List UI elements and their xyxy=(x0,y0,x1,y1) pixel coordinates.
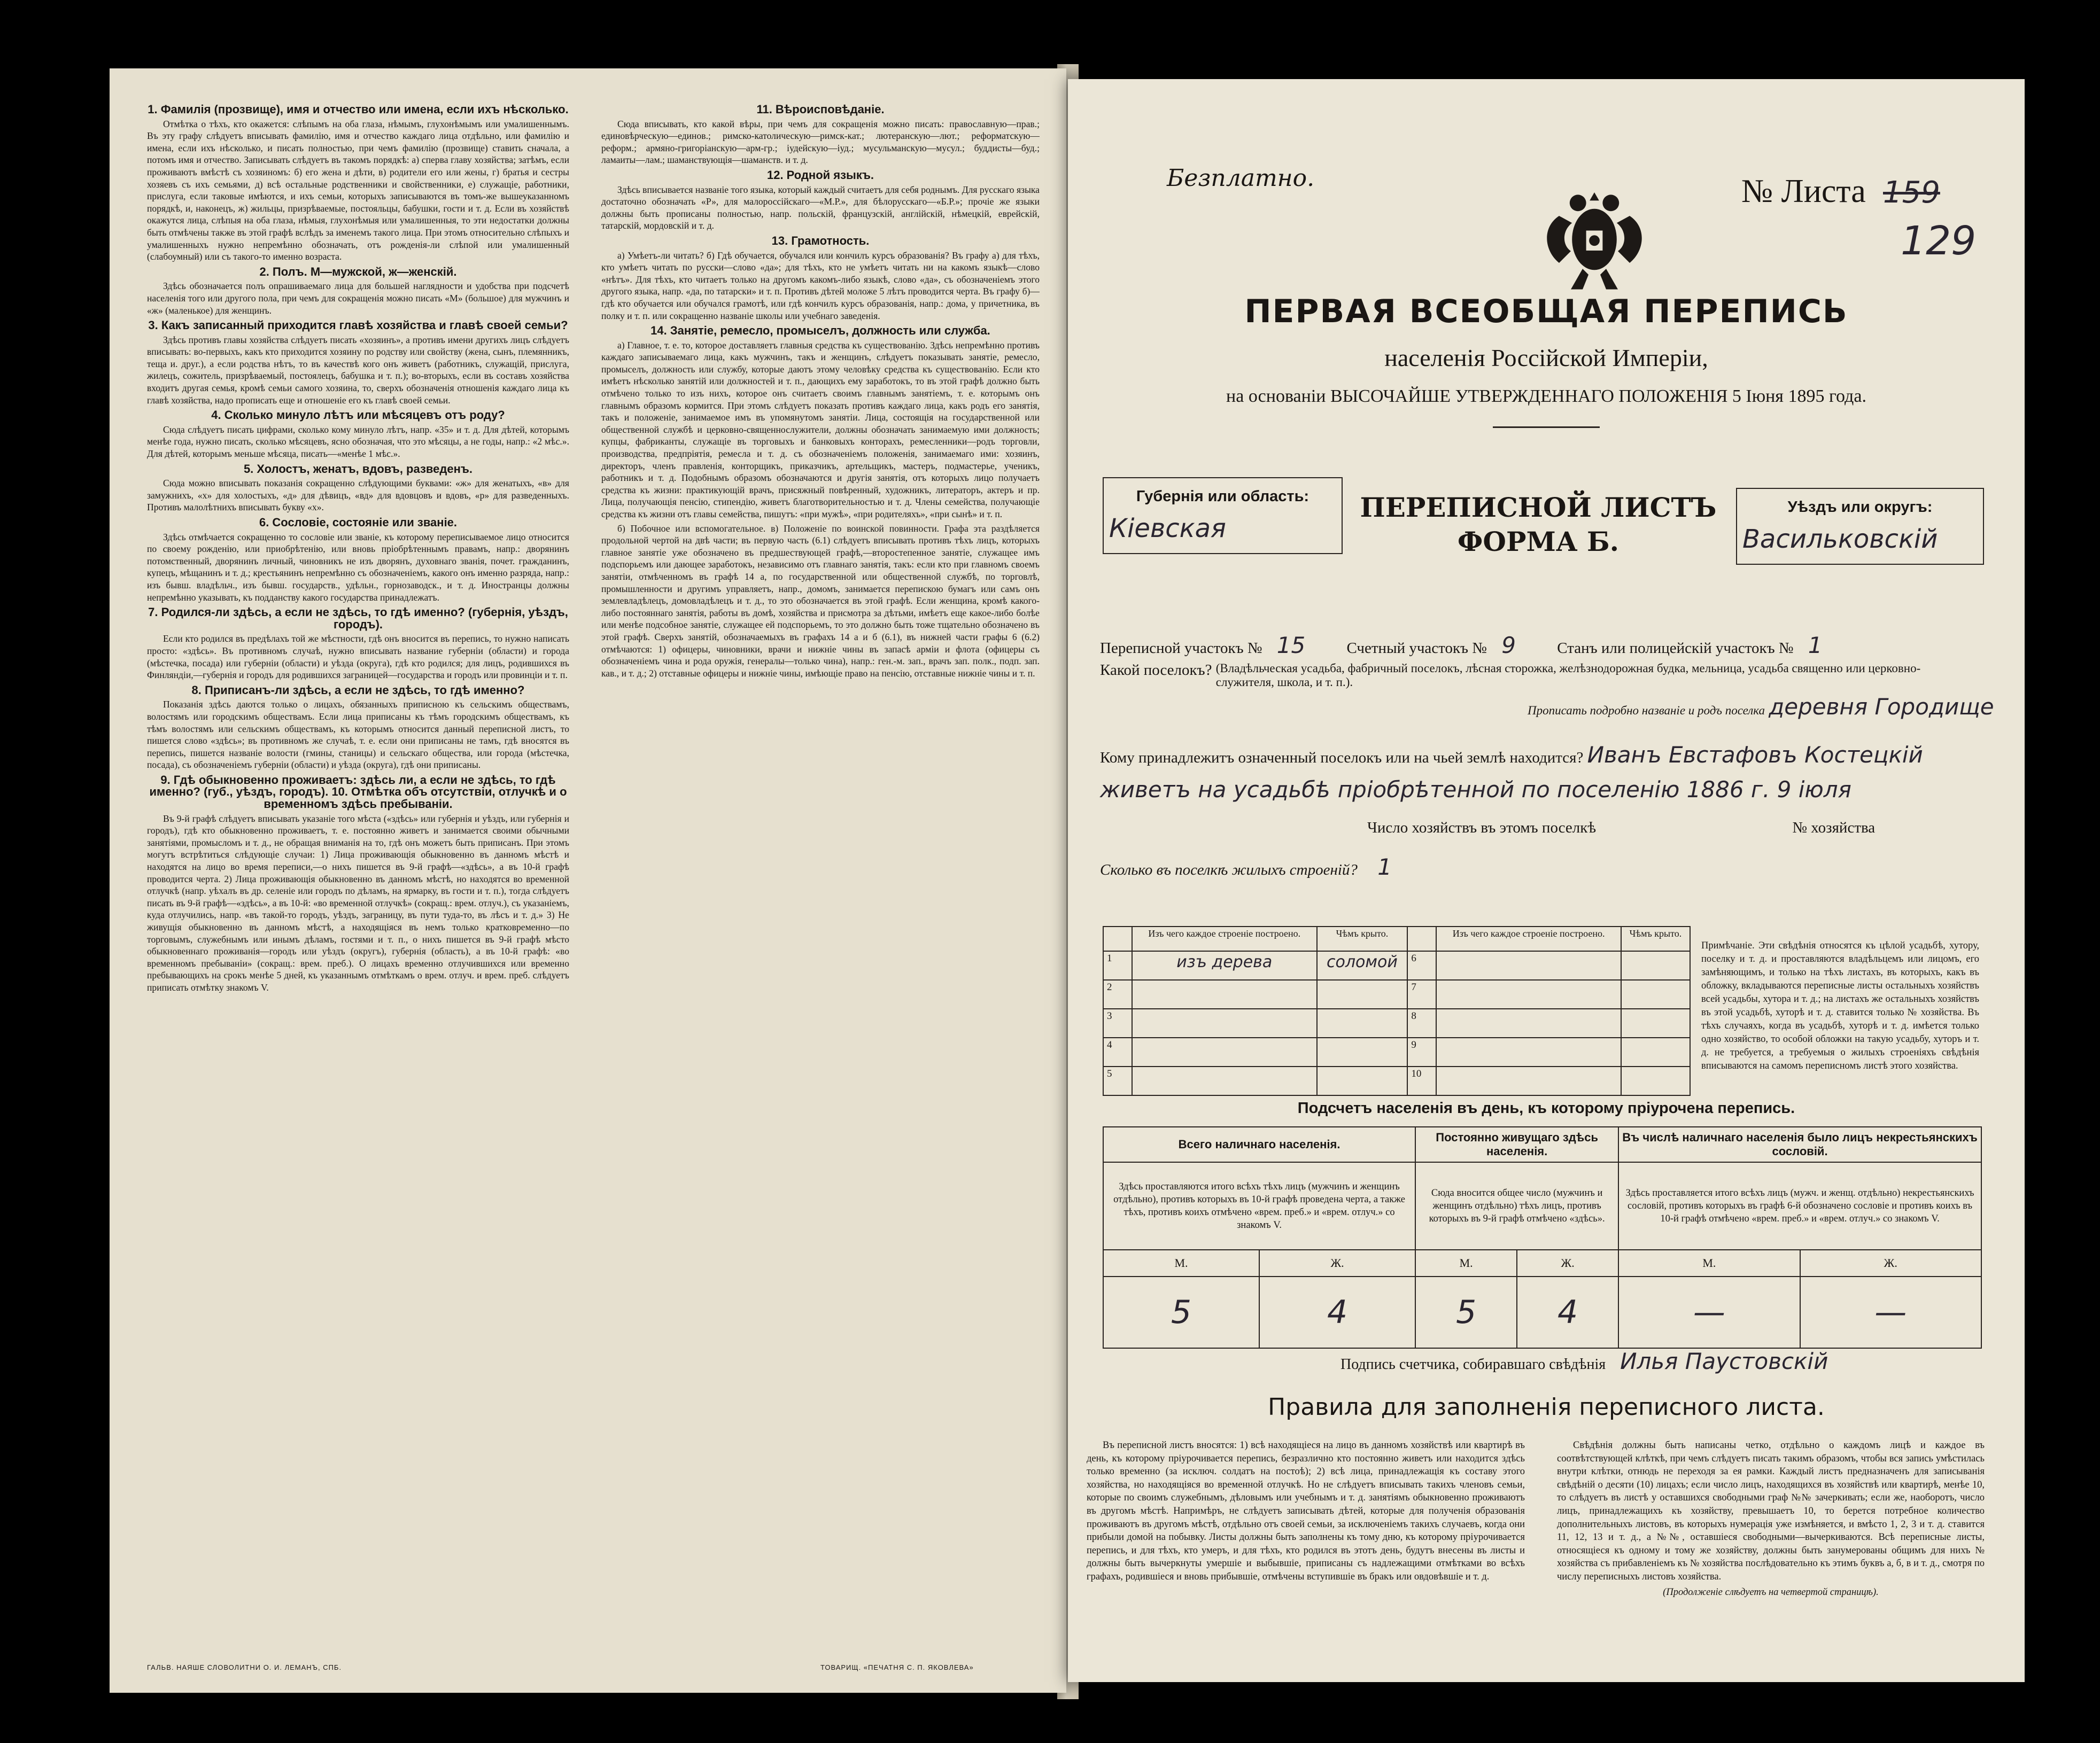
instruction-text: Въ 9-й графѣ слѣдуетъ вписывать указаніе того мѣста («здѣсь» или губернія и уѣздъ, или губернія и городъ), гдѣ кто обыкновенно проживаетъ, т. е. постоянно живетъ и занимается своими обычными занятіями, промысломъ и т. д., не обращая вниманія на то, гдѣ онъ можетъ быть приписанъ. При этомъ могутъ встрѣтиться слѣдующіе случаи: 1) Лица проживающія обыкновенно въ данномъ мѣстѣ и находятся на лицо во время переписи,—о нихъ пишется въ 9-й графѣ—«здѣсь», а въ 10-й графѣ проводится черта. 2) Лица проживающія обыкновенно въ данномъ мѣстѣ, но находятся во временной отлучкѣ (напр. уѣхалъ въ др. селеніе или городъ по дѣламъ, на ярмарку, въ гости и т. п.), тогда слѣдуетъ писать въ 9-й графѣ—«здѣсь», а въ 10-й: «во временной отлучкѣ» (сокращ.: врем. отлуч.), съ указаніемъ, куда отлучились, напр. «въ такой-то городъ, уѣздъ, заграницу, въ пути туда-то, въ лѣсъ и т. д.» 3) Не живущія обыкновенно въ данномъ мѣстѣ, а находящіяся въ немъ только кратковременно—по торговымъ, служебнымъ или инымъ дѣламъ, гостями и т. п., о нихъ пишется въ 9-й графѣ мѣсто обыкновеннаго проживанія—городъ или уѣздъ (округъ), губернія (область), а въ 10-й графѣ: «во временномъ пребываніи» (сокращ.: врем. преб.). О лицахъ временно отлучившихся или временно пребывающихъ на срокъ менѣе 5 дней, къ указаннымъ отмѣткамъ о врем. отлуч. и врем. преб. слѣдуетъ приписать отмѣтку знакомъ V. xyxy=(147,813,569,993)
district-box xyxy=(1736,488,1984,565)
precinct-line xyxy=(1100,632,1823,658)
empty-cell xyxy=(1436,951,1621,980)
signature-label: Подпись счетчика, собиравшаго свѣдѣнія xyxy=(1340,1356,1606,1373)
table-row xyxy=(1103,1038,1690,1067)
permanent-male-value: 5 xyxy=(1415,1277,1517,1348)
owner-value-2: живетъ на усадьбѣ пріобрѣтенной по поселенію 1886 г. 9 іюля xyxy=(1100,776,1851,803)
table-row xyxy=(1103,980,1690,1009)
instruction-text: а) Умѣетъ-ли читать? б) Гдѣ обучается, обучался или кончилъ курсъ образованія? Въ графу а) для тѣхъ, кто умѣетъ читать по русски—слово «да»; для тѣхъ, кто не умѣетъ читать ни на какомъ языкѣ—слово «нѣтъ». Для тѣхъ, кто читаетъ только на другомъ какомъ-либо языкѣ, слово «да», съ обозначеніемъ этого другого языка, напр. «да, по татарски» и т. п. Противъ дѣтей моложе 5 лѣтъ проводится черта. Въ графу б)—гдѣ кто обучается или обучался грамотѣ, или гдѣ кончилъ курсъ образованія, напр.: дома, у причетника, въ полку и т. п. или сокращенно названіе школы или учебнаго заведенія. xyxy=(601,250,1040,321)
free-label: Безплатно. xyxy=(1167,165,1315,192)
imperial-eagle-emblem xyxy=(1536,181,1653,298)
bldg-header-num-2 xyxy=(1407,927,1436,951)
empty-cell xyxy=(1132,1038,1317,1067)
instruction-text: Здѣсь противъ главы хозяйства слѣдуетъ писать «хозяинъ», а противъ имени другихъ лицъ слѣдуетъ вписывать: во-первыхъ, какъ кто приходится хозяину по родству или свойству (жена, сынъ, племянникъ, теща и. друг.), а если родства нѣтъ, то въ качествѣ кого онъ живетъ (работникъ, служащій, прислуга, жилецъ, сожитель, призрѣваемый, постоялецъ, бабушка и т. п.); во-вторыхъ, если въ составъ хозяйства входитъ другая семья, кромѣ семьи самого хозяина, то, сверхъ обозначенія отношенія каждаго лица къ главѣ хозяйства, надо прописать еще и отношеніе его къ главѣ своей семьи. xyxy=(147,334,569,406)
province-value: Кіевская xyxy=(1109,513,1226,543)
bldg-header-num xyxy=(1103,927,1132,951)
instruction-heading: 2. Полъ. М—мужской, ж—женскій. xyxy=(259,264,457,278)
form-title-line-2: ФОРМА Б. xyxy=(1457,526,1619,557)
empty-cell xyxy=(1621,951,1690,980)
empty-cell xyxy=(1621,1038,1690,1067)
precinct-value: 15 xyxy=(1276,632,1306,658)
row-number: 10 xyxy=(1407,1067,1436,1095)
instruction-text: Здѣсь обозначается полъ опрашиваемаго лица для большей наглядности и удобства при подсчетѣ населенія того или другого пола, при чемъ для сокращенія можно писать «М» (большое) для мужчинъ и «ж» (маленькое) для женщинъ. xyxy=(147,281,569,316)
empty-cell xyxy=(1317,1009,1408,1038)
instruction-heading: 8. Приписанъ-ли здѣсь, а если не здѣсь, то гдѣ именно? xyxy=(191,683,525,697)
households-line xyxy=(1367,819,1875,837)
empty-cell xyxy=(1621,980,1690,1009)
instruction-text: Здѣсь отмѣчается сокращенно то сословіе или званіе, къ которому перепиcываемое лицо относится по своему рожденію, или приобрѣтенію, или вновь пріобрѣтеннымъ правамъ, напр.: дворянинъ потомственный, дворянинъ личный, чиновникъ не изъ дворянъ, духовнаго званія, почет. гражданинъ, купецъ, мѣщанинъ и т. д.; крестьянинъ непремѣнно съ обозначеніемъ, какого онъ именно разряда, напр.: изъ бывш. владѣльч., изъ бывш. государств., удѣльн., горнозаводск., и т. д. Иностранцы должны непремѣнно указывать, къ подданству какого государства принадлежатъ. xyxy=(147,531,569,603)
row-number: 3 xyxy=(1103,1009,1132,1038)
empty-cell xyxy=(1436,1009,1621,1038)
stan-value: 1 xyxy=(1808,632,1823,658)
district-label: Уѣздъ или округъ: xyxy=(1787,499,1933,516)
settlement-name-hint: Прописать подробно названіе и родъ поселка xyxy=(1528,704,1765,717)
buildings-value: 1 xyxy=(1377,854,1392,880)
bldg-header-material-2: Изъ чего каждое строеніе построено. xyxy=(1436,927,1621,951)
divider xyxy=(1493,426,1600,428)
settlement-name-line xyxy=(1528,694,1994,720)
empty-cell xyxy=(1317,980,1408,1009)
count-header-permanent: Постоянно живущаго здѣсь населенія. xyxy=(1415,1127,1618,1162)
female-label: Ж. xyxy=(1517,1250,1618,1277)
empty-cell xyxy=(1132,980,1317,1009)
instruction-heading: 6. Сословіе, состояніе или званіе. xyxy=(259,516,458,529)
printer-imprint-left: ГАЛЬВ. НАЯШЕ СЛОВОЛИТНИ О. И. ЛЕМАНЪ, СПБ. xyxy=(147,1663,342,1671)
row-number: 2 xyxy=(1103,980,1132,1009)
male-label: М. xyxy=(1103,1250,1259,1277)
stan-label: Станъ или полицейскій участокъ № xyxy=(1557,640,1794,657)
province-box xyxy=(1103,477,1343,554)
female-label: Ж. xyxy=(1259,1250,1415,1277)
row-number: 8 xyxy=(1407,1009,1436,1038)
instruction-text: Сюда можно вписывать показанія сокращенно слѣдующими буквами: «ж» для женатыхъ, «в» для замужнихъ, «х» для холостыхъ, «д» для дѣвицъ, «вд» для вдовцовъ и вдовъ, «р» для разведенныхъ. Противъ малолѣтнихъ вписывать букву «х». xyxy=(147,478,569,513)
present-female-value: 4 xyxy=(1259,1277,1415,1348)
count-header-nonpeasant: Въ числѣ наличнаго населенія было лицъ некрестьянскихъ сословій. xyxy=(1618,1127,1981,1162)
count-desc-nonpeasant: Здѣсь проставляется итого всѣхъ лицъ (мужч. и женщ. отдѣльно) некрестьянскихъ сословій, противъ которыхъ въ графѣ 6-й обозначено сословіе и противъ коихъ въ 10-й графѣ отмѣчено «врем. преб.» и «врем. отлуч.» со знакомъ V. xyxy=(1618,1162,1981,1250)
empty-cell xyxy=(1436,1067,1621,1095)
population-count-title: Подсчетъ населенія въ день, къ которому пріурочена перепись. xyxy=(1297,1100,1795,1117)
owner-line xyxy=(1100,742,1923,768)
owner-line-2 xyxy=(1100,776,1851,803)
signature-value: Илья Паустовскій xyxy=(1620,1348,1828,1374)
owner-value: Иванъ Евстафовъ Костецкій xyxy=(1587,742,1923,768)
instructions-column-1 xyxy=(147,100,569,1629)
rules-column-1 xyxy=(1087,1439,1525,1586)
population-count-table xyxy=(1103,1126,1982,1349)
count-precinct-value: 9 xyxy=(1501,632,1516,658)
census-title: ПЕРВАЯ ВСЕОБЩАЯ ПЕРЕПИСЬ xyxy=(1244,293,1848,330)
form-title xyxy=(1357,491,1720,559)
instruction-text: Здѣсь вписывается названіе того языка, который каждый считаетъ для себя роднымъ. Для русскаго языка достаточно обозначать «Р», для малороссійскаго—«М.Р.», для бѣлорусскаго—«Б.Р.»; прочіе же языки должны быть прописаны полностью, напр. польскій, французскій, англійскій, нѣмецкій, еврейскій, татарскій, мордовскій и т. д. xyxy=(601,184,1040,231)
empty-cell xyxy=(1317,1038,1408,1067)
printer-imprint-right: ТОВАРИЩ. «ПЕЧАТНЯ С. П. ЯКОВЛЕВА» xyxy=(820,1663,974,1671)
instruction-text: Сюда слѣдуетъ писать цифрами, сколько кому минуло лѣтъ, напр. «35» и т. д. Для дѣтей, которымъ менѣе года, нужно писать, сколько мѣсяцевъ, ясно обозначая, что это мѣсяцы, а не годы, напр.: «2 мѣс.». Для дѣтей, которымъ меньше мѣсяца, писать—«менѣе 1 мѣс.». xyxy=(147,424,569,460)
precinct-label: Переписной участокъ № xyxy=(1100,640,1262,657)
instruction-heading: 5. Холостъ, женатъ, вдовъ, разведенъ. xyxy=(243,462,473,476)
settlement-line xyxy=(1100,662,1954,689)
empty-cell xyxy=(1317,1067,1408,1095)
household-no-label: № хозяйства xyxy=(1792,819,1876,836)
sheet-number-crossed: 159 xyxy=(1883,175,1940,210)
buildings-note: Примѣчаніе. Эти свѣдѣнія относятся къ цѣлой усадьбѣ, хутору, поселку и т. д. и проставляются владѣльцемъ или лицомъ, его замѣняющимъ, и только на тѣхъ листахъ, въ которыхъ, какъ въ обложку, вкладываются переписные листы остальныхъ хозяйствъ всей усадьбы, хутора и т. д.; на листахъ же остальныхъ хозяйствъ въ этой усадьбѣ, хуторѣ и т. д. ставится только № хозяйства. Въ тѣхъ случаяхъ, когда въ усадьбѣ, хуторѣ и т. д. имѣется только одно хозяйство, то особой обложки на такую усадьбу, хуторъ и т. д. не требуется, а требуемыя о жилыхъ строеніяхъ свѣдѣнія вписываются на самомъ переписномъ листѣ этого хозяйства. xyxy=(1701,940,1979,1071)
row-number: 5 xyxy=(1103,1067,1132,1095)
owner-label: Кому принадлежитъ означенный поселокъ или на чьей землѣ находится? xyxy=(1100,749,1584,766)
bldg-header-roof: Чѣмъ крыто. xyxy=(1317,927,1408,951)
census-subtitle: населенія Россійской Имперіи, xyxy=(1384,344,1708,371)
district-value: Васильковскій xyxy=(1742,524,1938,554)
nonpeasant-male-value: — xyxy=(1618,1277,1800,1348)
table-row xyxy=(1103,1067,1690,1095)
households-label: Число хозяйствъ въ этомъ поселкѣ xyxy=(1367,819,1597,836)
instruction-heading: 13. Грамотность. xyxy=(771,234,870,247)
instruction-heading: 3. Какъ записанный приходится главѣ хозяйства и главѣ своей семьи? xyxy=(148,318,568,332)
permanent-female-value: 4 xyxy=(1517,1277,1618,1348)
row-number: 1 xyxy=(1103,951,1132,980)
empty-cell xyxy=(1132,1067,1317,1095)
buildings-table xyxy=(1103,926,1691,1096)
row-number: 6 xyxy=(1407,951,1436,980)
empty-cell xyxy=(1436,1038,1621,1067)
row-number: 7 xyxy=(1407,980,1436,1009)
instruction-text: а) Главное, т. е. то, которое доставляетъ главныя средства къ существованію. Здѣсь непремѣнно противъ каждаго записываемаго лица, какъ мужчинъ, такъ и женщинъ, слѣдуетъ показывать занятіе, ремесло, промыселъ, должность или службу, которые даютъ этому человѣку средства къ существованію. Если кто имѣетъ нѣсколько занятій или должностей и т. п., дающихъ ему заработокъ, то въ этой графѣ должно быть отмѣчено только то изъ нихъ, которое онъ считаетъ своимъ главнымъ занятіемъ, т. е. которымъ онъ главнымъ образомъ кормится. При этомъ слѣдуетъ показать противъ каждаго лица, какъ родъ его занятія, такъ и положеніе, занимаемое имъ въ упомянутомъ занятіи. Лица, состоящія на государственной или общественной службѣ и церковно-священнослужители, должны обозначать занимаемую ими должность; купцы, фабриканты, служащіе въ торговыхъ и банковыхъ конторахъ, ремесленники—родъ торговли, производства, предпріятія, ремесла и т. д. съ обозначеніемъ положенія, занимаемаго ими: хозяинъ, директоръ, членъ правленія, конторщикъ, приказчикъ, артельщикъ, мастеръ, подмастерье, ученикъ, работникъ и т. д. Подобнымъ образомъ обозначаются и другія занятія, отъ которыхъ лицо получаетъ средства къ жизни: практикующій врачъ, присяжный повѣренный, художникъ, литераторъ, актеръ и пр. Лица, получающія пенсію, стипендію, живетъ благотворительностью и т. д. Члены семейства, получающіе средства къ жизни отъ главы семейства, пишутъ: «при мужѣ», «при родителяхъ», «при сынѣ» и т. п. xyxy=(601,339,1040,519)
instruction-heading: 9. Гдѣ обыкновенно проживаетъ: здѣсь ли, а если не здѣсь, то гдѣ именно? (губ., уѣздъ, городъ). 10. Отмѣтка объ отсутствіи, отлучкѣ и о временномъ здѣсь пребываніи. xyxy=(149,773,567,811)
count-desc-permanent: Сюда вносится общее число (мужчинъ и женщинъ отдѣльно) тѣхъ лицъ, противъ которыхъ въ 9-й графѣ отмѣчено «здѣсь». xyxy=(1415,1162,1618,1250)
row-number: 9 xyxy=(1407,1038,1436,1067)
male-label: М. xyxy=(1415,1250,1517,1277)
instruction-heading: 14. Занятіе, ремесло, промыселъ, должность или служба. xyxy=(650,324,990,338)
buildings-line xyxy=(1100,854,1392,880)
instruction-text: Сюда вписывать, кто какой вѣры, при чемъ для сокращенія можно писать: православную—прав.; единовѣрческую—единов.; римско-католическую—римск-кат.; лютеранскую—лют.; реформатскую—реформ.; армяно-григоріанскую—арм-гр.; іудейскую—іуд.; мусульманскую—мусул.; буддисты—буд.; ламаиты—лам.; шаманствующія—шаманств. и т. д. xyxy=(601,118,1040,166)
table-row xyxy=(1103,1009,1690,1038)
form-title-line-1: ПЕРЕПИСНОЙ ЛИСТЪ xyxy=(1360,492,1717,523)
empty-cell xyxy=(1132,1009,1317,1038)
bldg-header-material: Изъ чего каждое строеніе построено. xyxy=(1132,927,1317,951)
sheet-number-label: № Листа xyxy=(1741,173,1866,209)
instructions-column-2 xyxy=(601,100,1040,1629)
rules-footer: (Продолженіе слѣдуетъ на четвертой страницѣ). xyxy=(1663,1586,1879,1598)
present-male-value: 5 xyxy=(1103,1277,1259,1348)
count-desc-present: Здѣсь проставляются итого всѣхъ тѣхъ лицъ (мужчинъ и женщинъ отдѣльно), противъ которыхъ въ 10-й графѣ проведена черта, а также тѣхъ, противъ коихъ отмѣчено «врем. преб.» и «врем. отлуч.» со знакомъ V. xyxy=(1103,1162,1415,1250)
rules-text: Свѣдѣнія должны быть написаны четко, отдѣльно о каждомъ лицѣ и каждое въ соотвѣтствующей клѣткѣ, при чемъ слѣдуетъ писать такимъ образомъ, чтобы вся запись умѣстилась внутри клѣтки, отнюдь не переходя за ея рамки. Каждый листъ предназначенъ для записыванія свѣдѣній о десяти (10) лицахъ; если число лицъ, находящихся въ хозяйствѣ или квартирѣ, менѣе 10, то слѣдуетъ въ листѣ у оставшихся свободными граф №№ зачеркивать; если же, наоборотъ, число лицъ, принадлежащихъ къ хозяйству, превышаетъ 10, то берется потребное количество дополнительныхъ листовъ, въ которыхъ нумерація уже измѣняется, и вмѣсто 1, 2, 3 и т. д. ставится 11, 12, 13 и т. д., а №№, оставшіеся свободными—вычеркиваются. Всѣ переписные листы, относящіеся къ одному и тому же хозяйству, должны быть занумерованы общимъ для нихъ № хозяйства съ прибавленіемъ къ № хозяйства послѣдовательно къ этимъ буквъ а, б, в и т. д., смотря по числу переписныхъ листовъ хозяйства. xyxy=(1557,1440,1985,1582)
male-label: М. xyxy=(1618,1250,1800,1277)
left-page-instructions xyxy=(110,68,1066,1693)
bldg-header-roof-2: Чѣмъ крыто. xyxy=(1621,927,1690,951)
empty-cell xyxy=(1621,1009,1690,1038)
count-header-present: Всего наличнаго населенія. xyxy=(1103,1127,1415,1162)
instruction-heading: 12. Родной языкъ. xyxy=(766,168,874,182)
female-label: Ж. xyxy=(1800,1250,1981,1277)
building-material-cell: изъ дерева xyxy=(1132,951,1317,980)
instruction-text: Если кто родился въ предѣлахъ той же мѣстности, гдѣ онъ вносится въ перепись, то нужно написать просто: «здѣсь». Въ противномъ случаѣ, нужно вписывать название губерніи (области) и города (мѣстечка, посада) или губерніи (области) и уѣзда (округа), гдѣ кто родился; для лицъ, родившихся въ Финляндіи,—губернія и городъ для родившихся заграницей—государства и городъ или провинціи и т. п. xyxy=(147,633,569,681)
rules-column-2 xyxy=(1557,1439,1985,1601)
table-row xyxy=(1103,951,1690,980)
instruction-text: Отмѣтка о тѣхъ, кто окажется: слѣпымъ на оба глаза, нѣмымъ, глухонѣмымъ или умалишеннымъ. Въ эту графу слѣдуетъ вписывать фамилію, имя и отчество каждаго лица отдѣльно, или фамилію и имена, если ихъ нѣсколько, и писать полностью, при чемъ фамилію (прозвище) ставить сначала, а потомъ имя и отчество. Записывать слѣдуетъ въ такомъ порядкѣ: а) сперва главу хозяйства; затѣмъ, если проживаютъ вмѣстѣ съ хозяиномъ: б) его жена и дѣти, в) родители его или жены, г) братья и сестры хозяевъ съ ихъ семьями, д) всѣ остальные родственники и свойственники, е) служащіе, работники, прислуга, если таковые имѣются, и ихъ семьи, которыхъ записываются въ томъ-же вышеуказанномъ порядкѣ, и, наконецъ, ж) жильцы, призрѣваемые, постояльцы, бабушки, гости и т. д. Если въ хозяйствѣ окажутся лица, слѣпыя на оба глаза, нѣмыя, глухонѣмыя или умалишенныя, то эти недостатки должны быть отмѣчены также въ этой графѣ вслѣдъ за именемъ такого лица. При этомъ относительно слѣпыхъ и умалишенныхъ нужно непремѣнно обозначать, отъ рожденія-ли слѣпой или умалишенный (слабоумный) или съ такого-то именно возраста. xyxy=(147,118,569,262)
instruction-heading: 4. Сколько минуло лѣтъ или мѣсяцевъ отъ роду? xyxy=(211,408,505,422)
settlement-hint: (Владѣльческая усадьба, фабричный поселокъ, лѣсная сторожка, желѣзнодорожная будка, мельница, усадьба священно или церковно-служителя, школа, и т. п.). xyxy=(1215,662,1921,689)
rules-text: Въ переписной листъ вносятся: 1) всѣ находящіеся на лицо въ данномъ хозяйствѣ или квартирѣ въ день, къ которому пріурочивается перепись, безразлично кто постоянно живетъ или находится здѣсь только временно (за исключ. солдатъ на постоѣ); 2) всѣ лица, принадлежащія къ составу этого хозяйства, но находящіяся во временной отлучкѣ. Но не слѣдуетъ вписывать такихъ членовъ семьи, которые по своимъ служебнымъ, дѣловымъ или учебнымъ и т. д. занятіямъ обыкновенно проживаютъ въ другомъ мѣстѣ. Напримѣръ, не слѣдуетъ записывать дѣтей, которые для полученія образованія проживаютъ въ другомъ мѣстѣ, отдѣльно отъ своей семьи, за исключеніемъ такихъ случаевъ, когда они прибыли домой на побывку. Листы должны быть заполнены къ тому дню, къ которому пріурочивается перепись, и для тѣхъ, кто умеръ, и для тѣхъ, кто родился въ этотъ день, будутъ внесены въ листы и должны быть вычеркнуты умершіе и выбывшіе, приписаны съ надлежащими отмѣтками во всѣхъ графахъ, родившіеся и вновь прибывшіе, отмѣчены вступившіе въ бракъ или овдовѣвшіе и т. д. xyxy=(1087,1440,1525,1582)
right-page-census-form xyxy=(1068,79,2025,1682)
instruction-heading: 11. Вѣроисповѣданіе. xyxy=(756,103,885,116)
instruction-heading: 1. Фамилія (прозвище), имя и отчество или имена, если ихъ нѣсколько. xyxy=(148,103,569,116)
settlement-value: деревня Городище xyxy=(1769,694,1994,720)
empty-cell xyxy=(1436,980,1621,1009)
sheet-number-handwritten: 129 xyxy=(1901,218,1977,264)
census-legal-basis: на основаніи ВЫСОЧАЙШЕ УТВЕРЖДЕННАГО ПОЛОЖЕНІЯ 5 Іюня 1895 года. xyxy=(1226,386,1866,406)
rules-title: Правила для заполненія переписного листа. xyxy=(1268,1394,1825,1421)
instruction-text: б) Побочное или вспомогательное. в) Положеніе по воинской повинности. Графа эта раздѣляется продольной чертой на двѣ части; въ первую часть (6.1) слѣдуетъ вписывать противъ тѣхъ лицъ, которыхъ главное занятіе уже обозначено въ предшествующей графѣ,—второстепенное занятіе, служащее имъ подспорьемъ или дающее заработокъ, независимо отъ главнаго занятія, такъ: если кто при главномъ своемъ занятіи, отмѣченномъ въ графѣ 14 а, по государственной или общественной службѣ, по торговлѣ, промышленности и другимъ управляетъ, напр., домомъ, занимается перепискою бумагъ или самъ онъ землевладѣлецъ, домовладѣлецъ и т. д., то это обозначается въ этой графѣ. Если женщина, кромѣ какого-либо постояннаго занятія, работы въ домѣ, хозяйства и присмотра за дѣтьми, имѣетъ еще какое-либо болѣе или менѣе подсобное занятіе, служащее ей подспорьемъ, то это должно быть тоже тщательно обозначено въ этой графѣ. Сверхъ занятій, обозначаемыхъ въ графахъ 14 а и б (6.1), въ нижней части графы 6 (6.2) отмѣчаются: 1) офицеры, чиновники, врачи и нижніе чины въ запасѣ арміи и флота (офицеры съ обозначеніемъ чина и рода оружія, генералы—только чина), напр.: ген.-м. зап., врачъ зап. полк., подп. зап. кав., и т. д.; 2) отставные офицеры и нижніе чины, имѣющіе право на пенсію, отставные нижніе чины и т. п. xyxy=(601,523,1040,679)
count-precinct-label: Счетный участокъ № xyxy=(1346,640,1487,657)
enumerator-signature-line xyxy=(1340,1348,1828,1374)
row-number: 4 xyxy=(1103,1038,1132,1067)
settlement-label: Какой поселокъ? xyxy=(1100,662,1212,679)
building-roof-cell: соломой xyxy=(1317,951,1408,980)
buildings-label: Сколько въ поселкѣ жилыхъ строеній? xyxy=(1100,861,1358,878)
instruction-heading: 7. Родился-ли здѣсь, а если не здѣсь, то гдѣ именно? (губернія, уѣздъ, городъ). xyxy=(148,605,568,631)
instruction-text: Показанія здѣсь даются только о лицахъ, обязанныхъ приписною къ сельскимъ обществамъ, волостямъ или городскимъ обществамъ. Если лица приписаны къ тѣмъ городскимъ обществамъ, къ тѣмъ волостямъ или сельскимъ обществамъ, къ которымъ относится данный переписной листъ, то пишется слово «здѣсь»; въ противномъ же случаѣ, т. е. если они приписаны не тамъ, гдѣ вносятся въ перепись, пишется названіе волости (гмины, станицы) и сельскаго общества, или города (мѣстечка, посада), съ обозначеніемъ губерніи (области) и уѣзда (округа), гдѣ они приписаны. xyxy=(147,699,569,771)
nonpeasant-female-value: — xyxy=(1800,1277,1981,1348)
empty-cell xyxy=(1621,1067,1690,1095)
province-label: Губернія или область: xyxy=(1136,488,1309,505)
